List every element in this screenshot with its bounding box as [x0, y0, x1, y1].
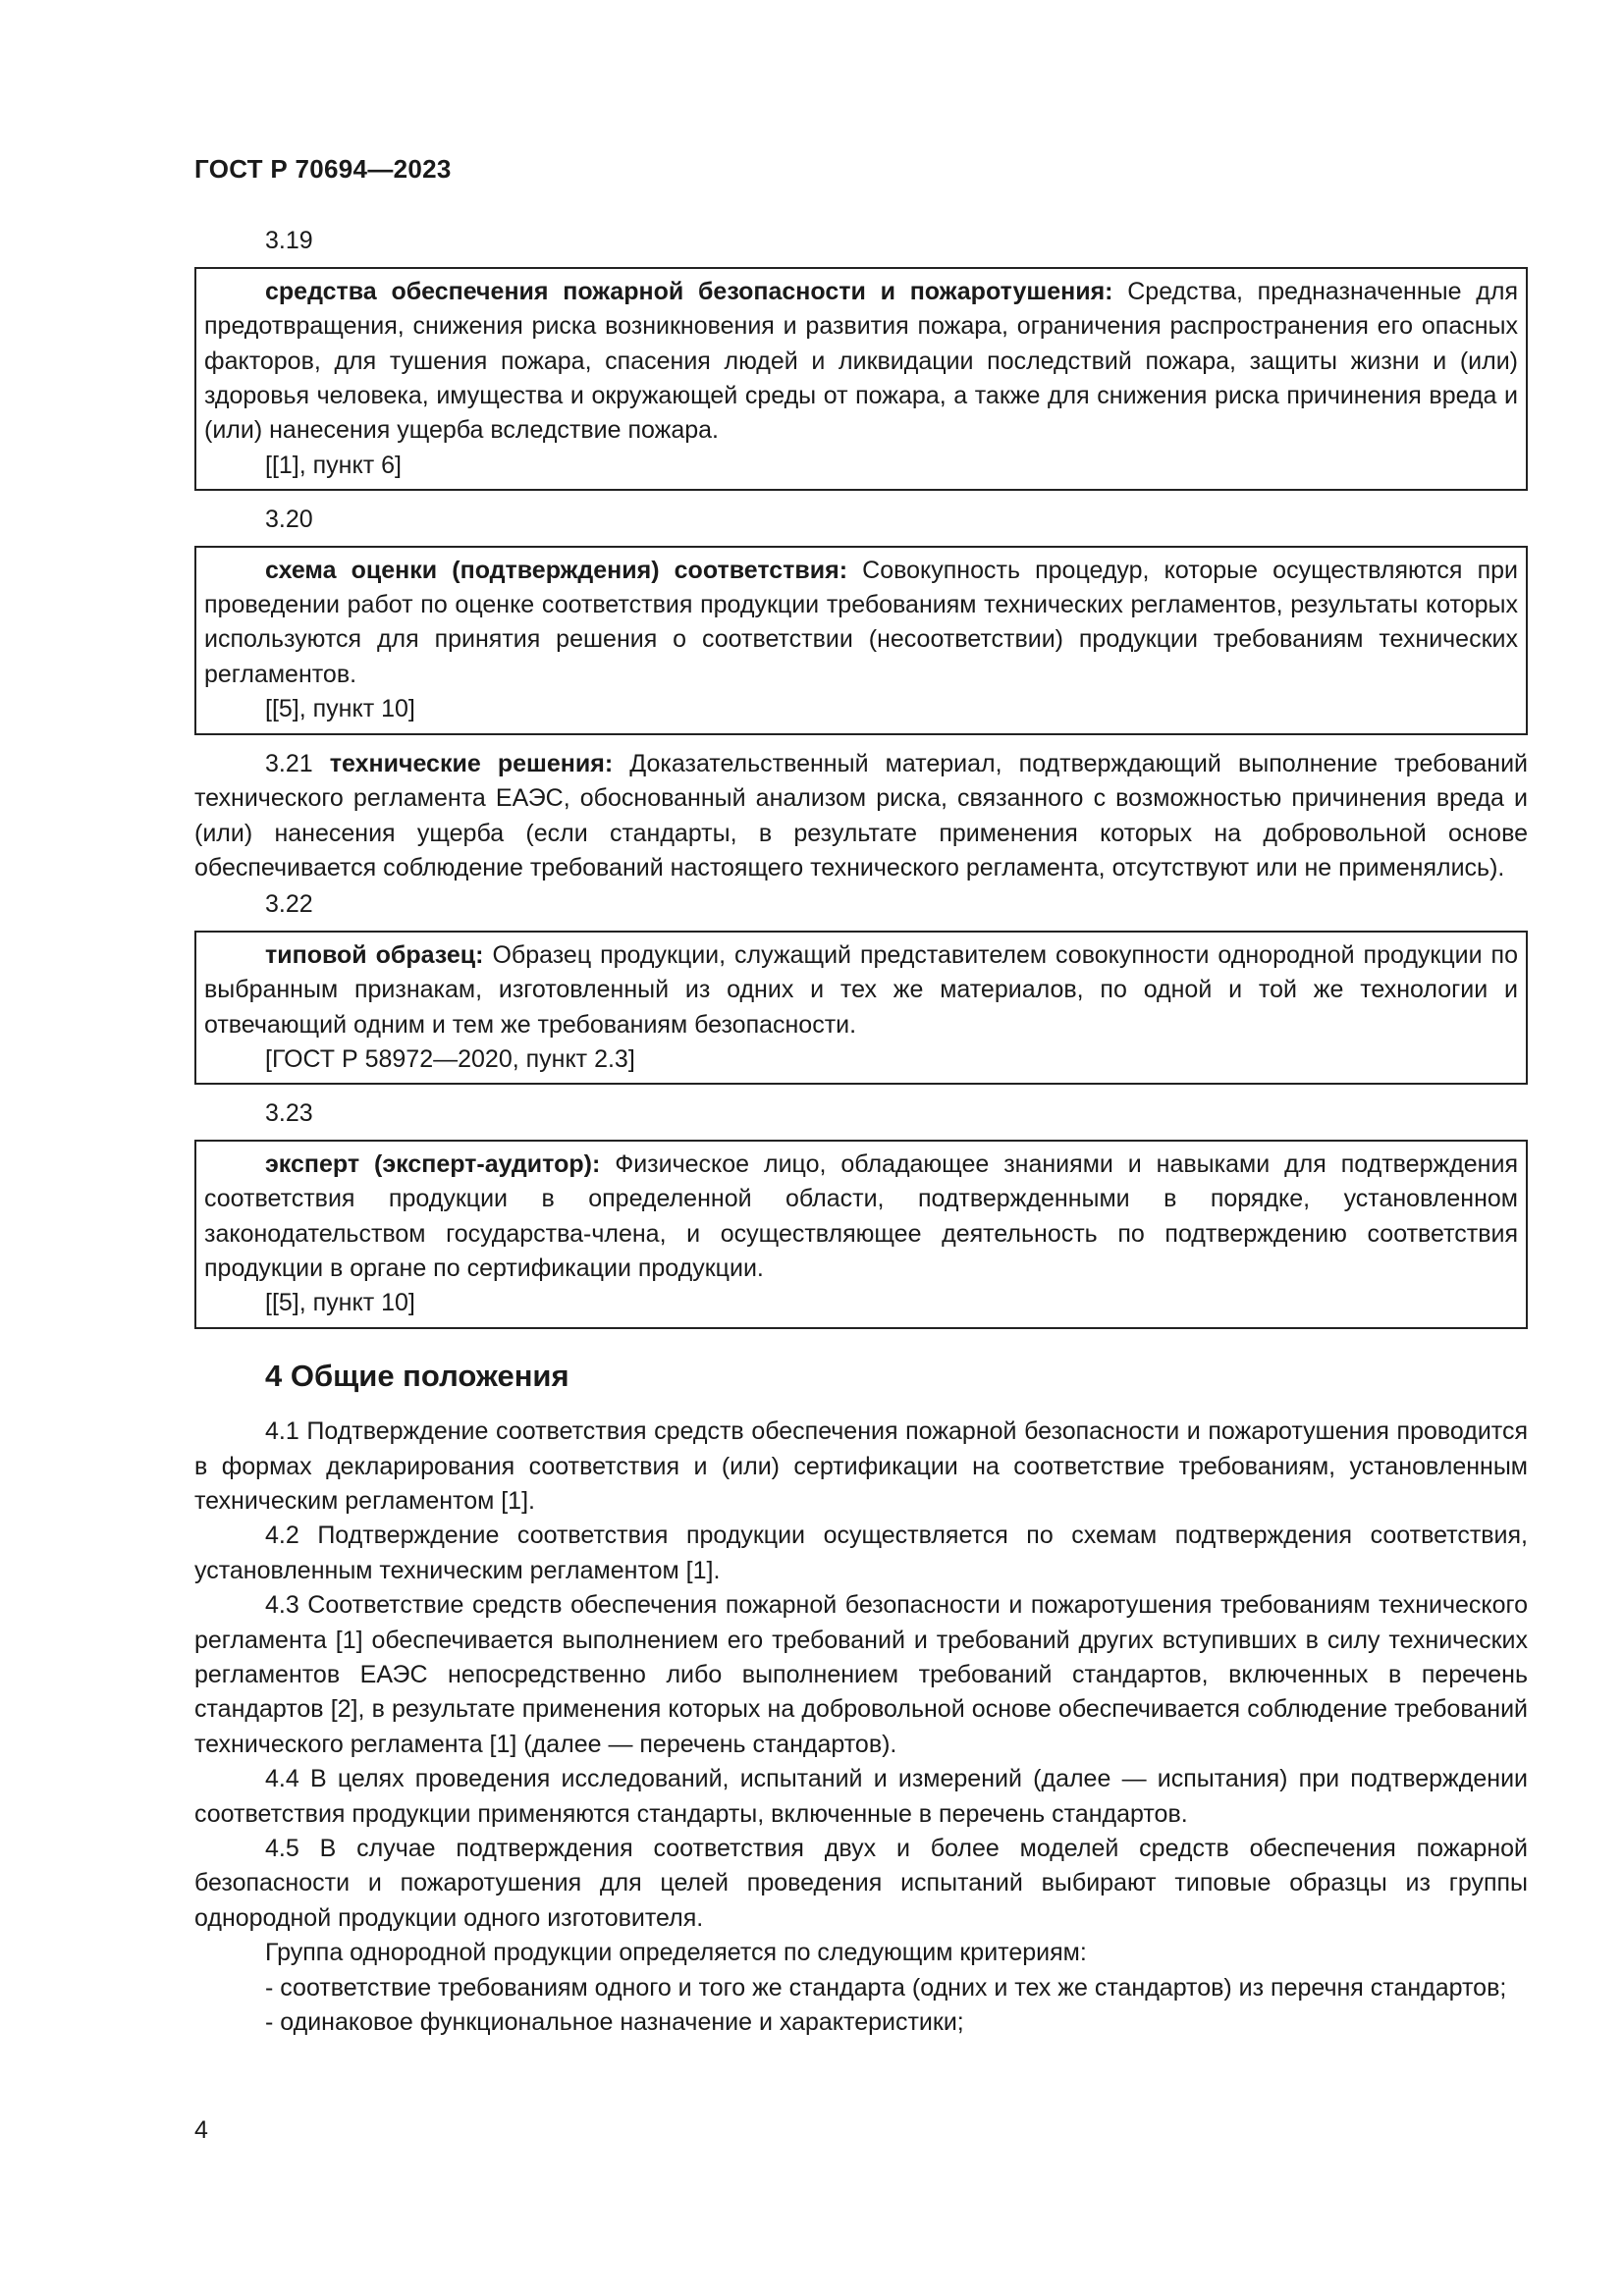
term-box-3-23 — [194, 1140, 1528, 1329]
term-box-3-20 — [194, 546, 1528, 735]
term-source: [[5], пункт 10] — [265, 695, 415, 723]
paragraph-4-5: 4.5 В случае подтверждения соответствия двух и более моделей средств обеспечения пожарной безопасности и пожаротушения для целей проведения испытаний выбирают типовые образцы из группы однородной продукции одного изготовителя. — [194, 1835, 1528, 1932]
term-box-3-22 — [194, 931, 1528, 1086]
term-number: 3.20 — [265, 506, 313, 534]
term-definition — [204, 938, 1518, 1042]
list-item: - одинаковое функциональное назначение и характеристики; — [265, 2008, 964, 2037]
paragraph-4-2: 4.2 Подтверждение соответствия продукции осуществляется по схемам подтверждения соответствия, установленным техническим регламентом [1]. — [194, 1522, 1528, 1584]
term-source: [ГОСТ Р 58972—2020, пункт 2.3] — [265, 1044, 635, 1073]
term-number: 3.21 — [265, 749, 313, 777]
paragraph-4-3: 4.3 Соответствие средств обеспечения пожарной безопасности и пожаротушения требованиям технического регламента [1] обеспечивается выполнением его требований и требований других вступивших в силу технических регламентов ЕАЭС непосредственно либо выполнением требований стандартов, включенных в перечень стандартов [2], в результате применения которых на добровольной основе обеспечивается соблюдение требований технического регламента [1] (далее — перечень стандартов). — [194, 1591, 1528, 1758]
term-text: Средства, предназначенные для предотвращения, снижения риска возникновения и развития пожара, ограничения распространения его опасных факторов, для тушения пожара, спасения людей и ликвидации последствий пожара, защиты жизни и (или) здоровья человека, имущества и окружающей среды от пожара, а также для снижения риска причинения вреда и (или) нанесения ущерба вследствие пожара. — [204, 277, 1518, 445]
term-name: технические решения: — [329, 749, 614, 777]
term-3-21 — [194, 747, 1528, 886]
term-name: типовой образец: — [265, 940, 484, 969]
term-box-3-19 — [194, 267, 1528, 491]
term-name: средства обеспечения пожарной безопасности и пожаротушения: — [265, 277, 1113, 305]
term-number: 3.19 — [265, 227, 313, 255]
page-number: 4 — [194, 2116, 208, 2144]
term-text: Совокупность процедур, которые осуществляются при проведении работ по оценке соответствия продукции требованиям технических регламентов, результаты которых используются для принятия решения о соответствии (несоответствии) продукции требованиям технических регламентов. — [204, 556, 1518, 688]
term-definition — [204, 554, 1518, 693]
term-source: [[5], пункт 10] — [265, 1289, 415, 1317]
term-number: 3.23 — [265, 1099, 313, 1128]
term-text: Физическое лицо, обладающее знаниями и навыками для подтверждения соответствия продукции в определенной области, подтвержденными в порядке, установленном законодательством государства-члена, и осуществляющее деятельность по подтверждению соответствия продукции в органе по сертификации продукции. — [204, 1149, 1518, 1282]
document-header: ГОСТ Р 70694—2023 — [194, 154, 452, 184]
list-item: - соответствие требованиям одного и того же стандарта (одних и тех же стандартов) из перечня стандартов; — [265, 1973, 1507, 2002]
term-text: Доказательственный материал, подтверждающий выполнение требований технического регламента ЕАЭС, обоснованный анализом риска, связанного с возможностью причинения вреда и (или) нанесения ущерба (если стандарты, в результате применения которых на добровольной основе обеспечивается соблюдение требований настоящего технического регламента, отсутствуют или не применялись). — [194, 749, 1529, 881]
term-text: Образец продукции, служащий представителем совокупности однородной продукции по выбранным признакам, изготовленный из одних и тех же материалов, по одной и той же технологии и отвечающий одним и тем же требованиям безопасности. — [204, 940, 1518, 1039]
term-definition — [204, 275, 1518, 449]
term-source: [[1], пункт 6] — [265, 451, 402, 479]
term-name: эксперт (эксперт-аудитор): — [265, 1149, 601, 1178]
paragraph-4-4: 4.4 В целях проведения исследований, испытаний и измерений (далее — испытания) при подтверждении соответствия продукции применяются стандарты, включенные в перечень стандартов. — [194, 1765, 1528, 1828]
paragraph-4-1: 4.1 Подтверждение соответствия средств обеспечения пожарной безопасности и пожаротушения проводится в формах декларирования соответствия и (или) сертификации на соответствие требованиям, установленным техническим регламентом [1]. — [194, 1417, 1528, 1515]
term-name: схема оценки (подтверждения) соответствия: — [265, 556, 848, 584]
term-number: 3.22 — [265, 890, 313, 919]
section-title: 4 Общие положения — [265, 1358, 569, 1393]
paragraph-group-criteria: Группа однородной продукции определяется по следующим критериям: — [265, 1939, 1087, 1967]
term-definition — [204, 1148, 1518, 1287]
